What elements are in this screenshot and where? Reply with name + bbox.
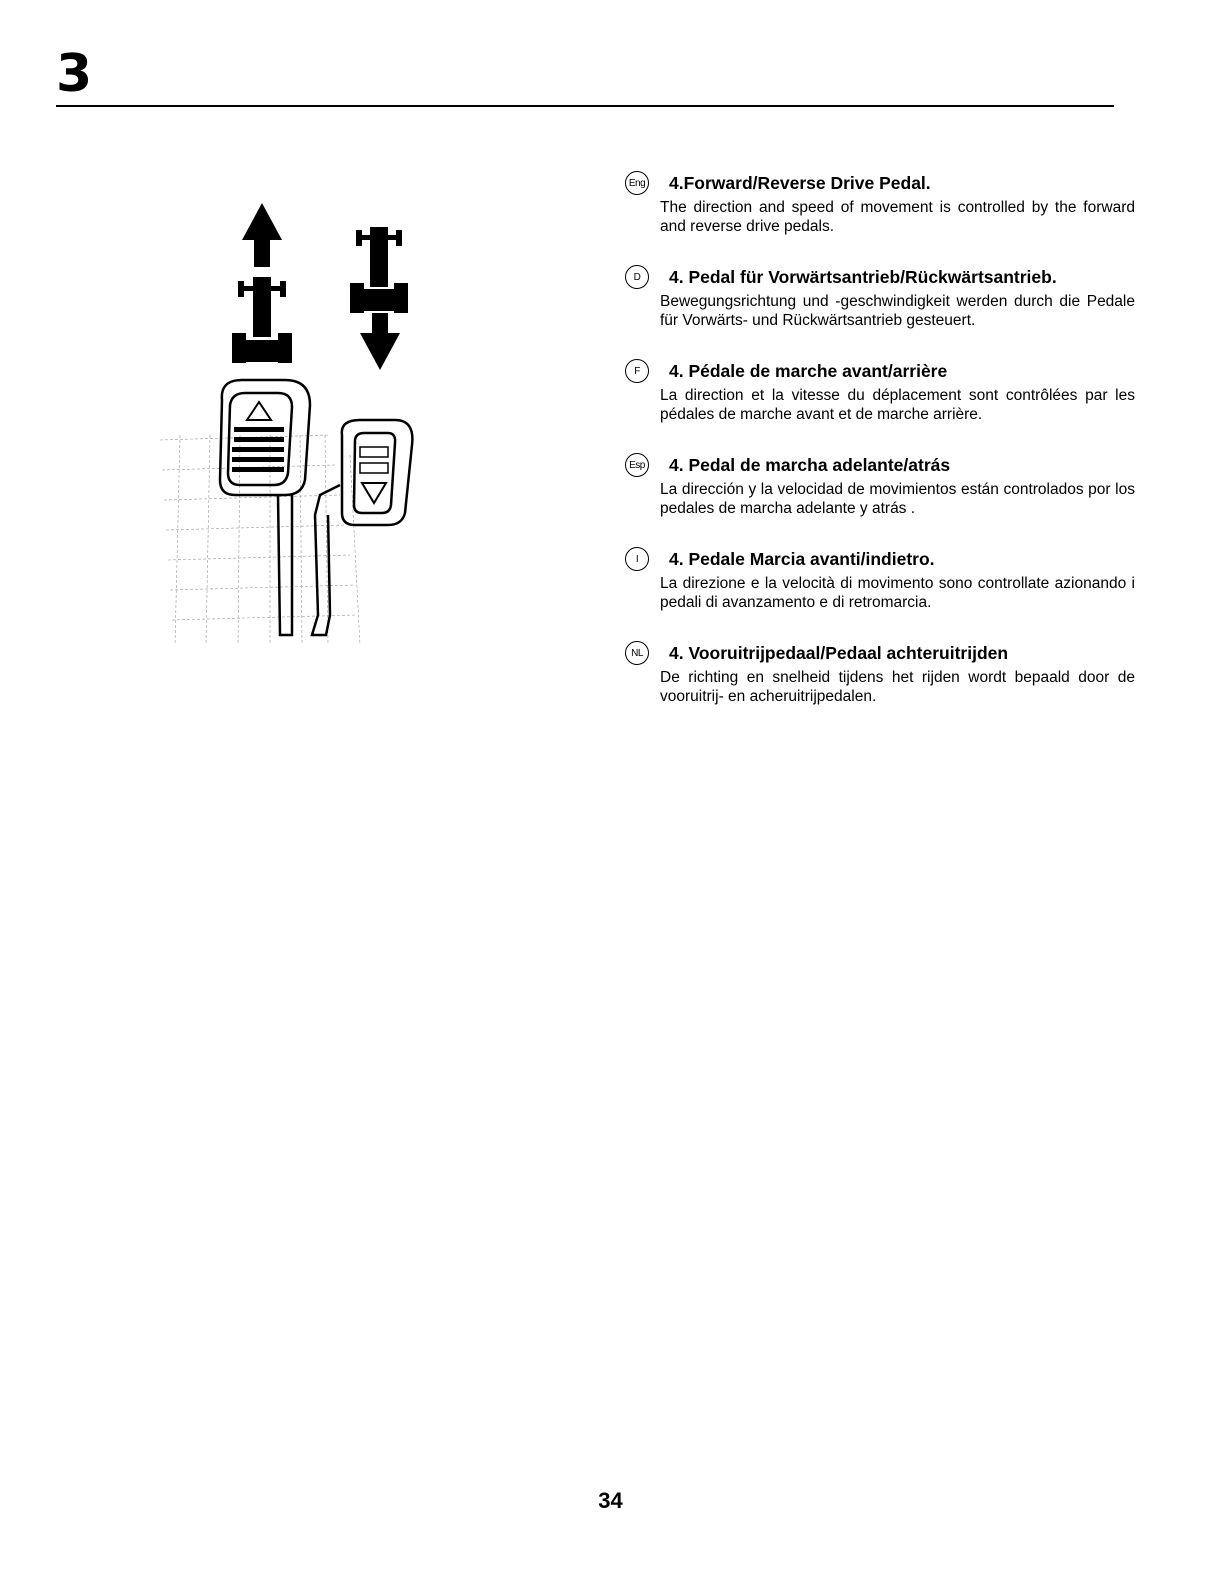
section-italian [625, 544, 1135, 612]
section-title: 4. Vooruitrijpedaal/Pedaal achteruitrijden [669, 642, 1009, 663]
tractor-forward-icon [232, 277, 292, 363]
header-rule [56, 105, 1114, 107]
section-body: De richting en snelheid tijdens het rijden wordt bepaald door de vooruitrij- en acheruitrijpedalen. [660, 669, 1135, 705]
language-sections [625, 168, 1135, 732]
section-body: The direction and speed of movement is controlled by the forward and reverse drive pedals. [660, 199, 1135, 235]
section-body: La dirección y la velocidad de movimientos están controlados por los pedales de marcha adelante y atrás . [660, 481, 1135, 517]
language-badge-german: D [625, 265, 649, 289]
section-title: 4. Pedal für Vorwärtsantrieb/Rückwärtsantrieb. [669, 266, 1057, 287]
tractor-reverse-icon [350, 227, 408, 313]
language-badge-dutch: NL [625, 641, 649, 665]
language-badge-english: Eng [625, 171, 649, 195]
section-body: La direction et la vitesse du déplacement sont contrôlées par les pédales de marche avant et de marche arrière. [660, 387, 1135, 423]
section-dutch [625, 638, 1135, 706]
language-badge-italian: I [625, 547, 649, 571]
forward-pedal [220, 380, 310, 635]
drive-pedal-illustration [150, 195, 440, 660]
section-body: Bewegungsrichtung und -geschwindigkeit werden durch die Pedale für Vorwärts- und Rückwärtsantrieb gesteuert. [660, 293, 1135, 329]
language-badge-spanish: Esp [625, 453, 649, 477]
section-body: La direzione e la velocità di movimento sono controllate azionando i pedali di avanzamento e di retromarcia. [660, 575, 1135, 611]
section-french [625, 356, 1135, 424]
section-spanish [625, 450, 1135, 518]
language-badge-french: F [625, 359, 649, 383]
section-english [625, 168, 1135, 236]
section-title: 4. Pedal de marcha adelante/atrás [669, 454, 951, 475]
section-title: 4. Pedale Marcia avanti/indietro. [669, 548, 935, 569]
reverse-pedal [312, 420, 412, 635]
forward-arrow-icon [242, 203, 282, 267]
chapter-number: 3 [56, 44, 93, 104]
section-title: 4.Forward/Reverse Drive Pedal. [669, 172, 931, 193]
reverse-arrow-icon [360, 313, 400, 370]
section-title: 4. Pédale de marche avant/arrière [669, 360, 948, 381]
page-number: 34 [598, 1488, 623, 1513]
section-german [625, 262, 1135, 330]
